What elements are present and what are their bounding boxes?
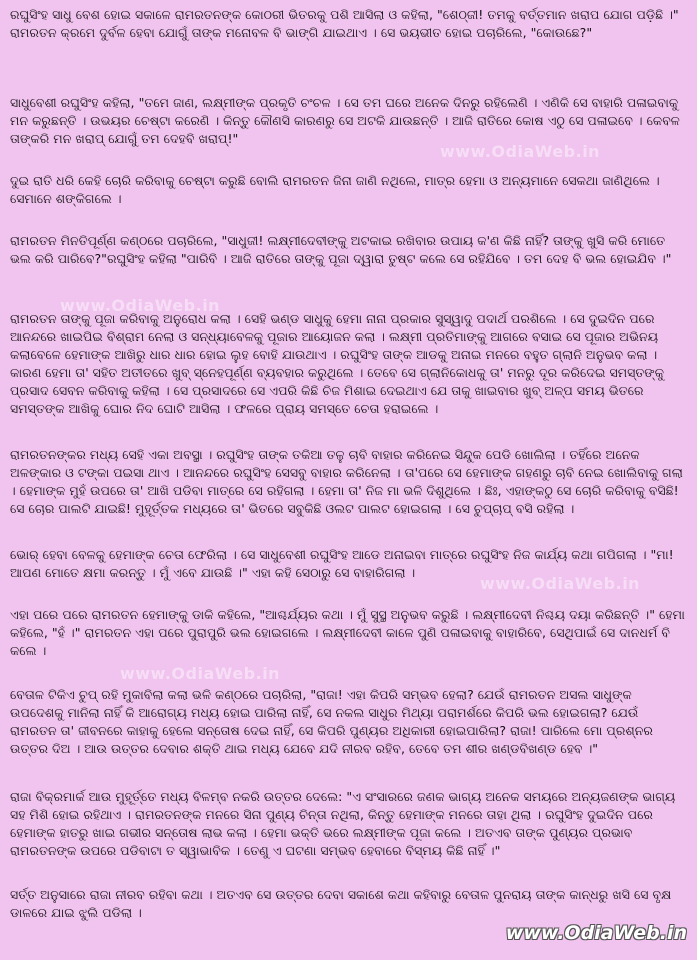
paragraph-2: ସାଧୁବେଶୀ ରଘୁସିଂହ କହିଲା, "ତମେ ଜାଣ, ଲକ୍ଷ୍ମୀଙ୍କ ପ୍ରକୃତି ଚଂଚଳ । ସେ ତମ ଘରେ ଅନେକ ଦିନରୁ ରହିଲେଣି । ଏଣିକି ସେ ବାହାରି ପଳାଇବାକୁ ମନ କରୁଛନ୍ତି । ଉଭୟର ଚେଷ୍ଟା କରେଣି । କିନ୍ତୁ କୌଣସି କାରଣରୁ ସେ ଅଟକି ଯାଉଛନ୍ତି । ଆଜି ରାତିରେ କୋଷ ଏଠୁ ସେ ପଳାଇବେ । କେବଳ ତାଙ୍କରି ମନ ଖରାପ୍ ଯୋଗୁଁ ତମ ଦେହବି ଖରାପ୍!" xyxy=(10,95,680,146)
watermark: www.OdiaWeb.in xyxy=(480,574,641,593)
paragraph-11: ସର୍ତ୍ତ ଅନୁସାରେ ରାଜା ନୀରବ ରହିବା କଥା । ଅତଏବ ସେ ଉତ୍ତର ଦେବା ସକାଶେ କଥା କହିବାରୁ ବେତାଳ ପୁନରାୟ ତାଙ୍କ କାନ୍ଧରୁ ଖସି ସେ ବୃକ୍ଷ ଡାଳରେ ଯାଇ ଝୁଲି ପଡିଲା । xyxy=(10,887,672,920)
paragraph-3: ଦୁଇ ରାତି ଧରି କେହି ଚୋରି କରିବାକୁ ଚେଷ୍ଟା କରୁଛି ବୋଲି ରାମରତନ ଜିନା ଜାଣି ନଥିଲେ, ମାତ୍ର ହେମା ଓ ଅନ୍ୟମାନେ ସେକଥା ଜାଣିଥିଲେ । ସେମାନେ ଶଙ୍କିଗଲେ । xyxy=(10,173,660,206)
paragraph-5: ରାମରତନ ତାଙ୍କୁ ପୂଜା କରିବାକୁ ଅନୁରୋଧ କଲା । ସେହି ଭଣ୍ଡ ସାଧୁକୁ ହେମା ନାନା ପ୍ରକାର ସୁସ୍ୱାଦୁ ପଦାର୍ଥ ପରଶିଲେ । ସେ ଦୁଇଦିନ ପରେ ଆନନ୍ଦରେ ଖାଇପିଇ ବିଶ୍ରାମ ନେଲା ଓ ସନ୍ଧ୍ୟାବେଳକୁ ପୂଜାର ଆୟୋଜନ କଲା । ଲକ୍ଷ୍ମୀ ପ୍ରତିମାଙ୍କୁ ଆଗରେ ବସାଇ ସେ ପୂଜାର ଅଭିନୟ କଲାବେଳେ ହେମାଙ୍କ ଆଖିରୁ ଧାର ଧାର ହୋଇ ଲୁହ ବୋହି ଯାଉଥାଏ । ରଘୁସିଂହ ତାଙ୍କ ଆଡକୁ ଅନାଇ ମନରେ ବହୁତ ଗ୍ଲାନି ଅନୁଭବ କଲା । କାରଣ ହେମା ତା' ସହିତ ଅତୀତରେ ଖୁବ୍ ସ୍ନେହପୂର୍ଣ୍ଣ ବ୍ୟବହାର କରୁଥିଲେ । ତେବେ ସେ ଗ୍ଲାନିକୋଧକୁ ତା' ମନରୁ ଦୂର କରିଦେଇ ସମସ୍ତଙ୍କୁ ପ୍ରସାଦ ସେବନ କରିବାକୁ କହିଲା । ସେ ପ୍ରସାଦରେ ସେ ଏପରି କିଛି ଚିଜ ମିଶାଇ ଦେଇଥାଏ ଯେ ତାକୁ ଖାଇବାର ଖୁବ୍ ଅଳ୍ପ ସମୟ ଭିତରେ ସମସ୍ତଙ୍କ ଆଖିକୁ ଘୋର ନିଦ ଘୋଟି ଆସିଲା । ଫଳରେ ପ୍ରାୟ ସମସ୍ତେ ଚେତା ହରାଇଲେ । xyxy=(10,311,665,416)
site-logo-text: www.OdiaWeb.in xyxy=(505,922,687,944)
paragraph-9: ବେତାଳ ଟିକିଏ ଚୁପ୍ ରହି ମୁକାବିଲା କଲା ଭଳି କଣ୍ଠରେ ପଚାରିଲା, "ରାଜା! ଏହା କିପରି ସମ୍ଭବ ହେଲା? ଯେଉଁ ରାମରତନ ଅସଲ ସାଧୁଙ୍କ ଉପଦେଶକୁ ମାନିଲା ନାହିଁ କି ଆରୋଗ୍ୟ ମଧ୍ୟ ହୋଇ ପାରିଲା ନାହିଁ, ସେ ନକଲ ସାଧୁର ମିଥ୍ୟା ପରାମର୍ଶରେ କିପରି ଭଲ ହୋଇଗଲା? ଯେଉଁ ରାମରତନ ତା' ଜୀବନରେ କାହାକୁ ହେଲେ ସନ୍ତୋଷ ଦେଇ ନାହିଁ, ସେ କିପରି ପୁଣ୍ୟର ଅଧିକାରୀ ହୋଇପାରିଲା? ରାଜା! ପାରିଲେ ମୋ ପ୍ରଶ୍ନର ଉତ୍ତର ଦିଅ । ଆଉ ଉତ୍ତର ଦେବାର ଶକ୍ତି ଥାଇ ମଧ୍ୟ ଯେବେ ଯଦି ନୀରବ ରହିବ, ତେବେ ତମ ଶୀର ଖଣ୍ଡବିଖଣ୍ଡ ହେବ ।" xyxy=(10,687,653,756)
paragraph-1: ରଘୁସିଂହ ସାଧୁ ବେଶ ହୋଇ ସକାଳେ ରାମରତନଙ୍କ କୋଠରୀ ଭିତରକୁ ପଶି ଆସିଲା ଓ କହିଲା, "ଶେଠ୍‌ଜୀ! ତମକୁ ବର୍ତ୍ତମାନ ଖରାପ ଯୋଗ ପଡ଼ିଛି ।" ରାମରତନ କ୍ରମେ ଦୁର୍ବଳ ହେବା ଯୋଗୁଁ ତାଙ୍କ ମନୋବଳ ବି ଭାଙ୍ଗି ଯାଇଥାଏ । ସେ ଭୟଭୀତ ହୋଇ ପଚାରିଲେ, "କୋଉଛେ?" xyxy=(10,7,679,40)
paragraph-6: ରାମରତନଙ୍କର ମଧ୍ୟ ସେହି ଏକା ଅବସ୍ଥା । ରଘୁସିଂହ ତାଙ୍କ ତକିଆ ତଳୁ ଚାବି ବାହାର କରିନେଇ ସିନ୍ଦୁକ ପେଡି ଖୋଲିଲା । ତହିଁରେ ଅନେକ ଅଳଙ୍କାର ଓ ଟଙ୍କା ପଇସା ଥାଏ । ଆନନ୍ଦରେ ରଘୁସିଂହ ସେସବୁ ବାହାର କରିନେଲା । ତା'ପରେ ସେ ହେମାଙ୍କ ଗହଣରୁ ଚାବି ନେଇ ଖୋଲିବାକୁ ଗଲା । ହେମାଙ୍କ ମୁହଁ ଉପରେ ତା' ଆଖି ପଡିବା ମାତ୍ରେ ସେ ରହିଗଲା । ହେମା ତା' ନିଜ ମା ଭଳି ଦିଶୁଥିଲେ । ଛିଃ, ଏହାଙ୍କଠୁ ସେ ଚୋରି କରିବାକୁ ବସିଛି! ସେ ଚୋର ପାଲଟି ଯାଇଛି! ମୁହୂର୍ତ୍ତକ ମଧ୍ୟରେ ତା' ଭିତରେ ସବୁକିଛି ଓଲଟ ପାଲଟ ହୋଇଗଲା । ସେ ଚୁପ୍‌ଚାପ୍ ବସି ରହିଲା । xyxy=(10,447,683,516)
watermark: www.OdiaWeb.in xyxy=(60,296,221,315)
paragraph-4: ରାମରତନ ମିନତିପୂର୍ଣ୍ଣ କଣ୍ଠରେ ପଚାରିଲେ, "ସାଧୁଜୀ! ଲକ୍ଷ୍ମୀଦେବୀଙ୍କୁ ଅଟକାଇ ରଖିବାର ଉପାୟ କ'ଣ କିଛି ନାହିଁ? ତାଙ୍କୁ ଖୁସି କରି ମୋତେ ଭଲ କରି ପାରିବେ?"ରଘୁସିଂହ କହିଲା "ପାରିବି । ଆଜି ରାତିରେ ତାଙ୍କୁ ପୂଜା ଦ୍ୱାରା ତୁଷ୍ଟ କଲେ ସେ ରହିଯିବେ । ତମ ଦେହ ବି ଭଲ ହୋଇଯିବ ।" xyxy=(10,233,672,266)
paragraph-8: ଏହା ପରେ ପରେ ରାମରତନ ହେମାଙ୍କୁ ଡାକି କହିଲେ, "ଆଶ୍ଚର୍ଯ୍ୟର କଥା । ମୁଁ ସୁସ୍ଥ ଅନୁଭବ କରୁଛି । ଲକ୍ଷ୍ମୀଦେବୀ ନିଶ୍ଚୟ ଦୟା କରିଛନ୍ତି ।" ହେମା କହିଲେ, "ହଁ ।" ରାମରତନ ଏହା ପରେ ପୁରାପୁରି ଭଲ ହୋଇଗଲେ । ଲକ୍ଷ୍ମୀଦେବୀ କାଳେ ପୁଣି ପଳାଇବାକୁ ବାହାରିବେ, ସେଥିପାଇଁ ସେ ଦାନଧର୍ମ ବି କଲେ । xyxy=(10,607,685,658)
watermark: www.OdiaWeb.in xyxy=(120,664,281,683)
watermark: www.OdiaWeb.in xyxy=(440,142,601,161)
paragraph-7: ଭୋର୍ ହେବା ବେଳକୁ ହେମାଙ୍କ ଚେତା ଫେରିଲା । ସେ ସାଧୁବେଶୀ ରଘୁସିଂହ ଆଡେ ଅନାଇବା ମାତ୍ରେ ରଘୁସିଂହ ନିଜ କାର୍ଯ୍ୟ କଥା ଗପିଗଲା । "ମା! ଆପଣ ମୋତେ କ୍ଷମା କରନ୍ତୁ । ମୁଁ ଏବେ ଯାଉଛି ।" ଏହା କହି ସେଠାରୁ ସେ ବାହାରିଗଲା । xyxy=(10,547,674,580)
paragraph-10: ରାଜା ବିକ୍ରମାର୍କ ଆଉ ମୁହୂର୍ତ୍ତେ ମଧ୍ୟ ବିଳମ୍ବ ନକରି ଉତ୍ତର ଦେଲେ: "ଏ ସଂସାରରେ ଜଣକ ଭାଗ୍ୟ ଅନେକ ସମୟରେ ଅନ୍ୟଜଣଙ୍କ ଭାଗ୍ୟ ସହ ମିଶି ହୋଇ ରହିଥାଏ । ରାମରତନଙ୍କ ମନରେ ସିନା ପୁଣ୍ୟ ଚିନ୍ତା ନଥିଲା, କିନ୍ତୁ ହେମାଙ୍କ ମନରେ ତାହା ଥିଲା । ରଘୁସିଂହ ଦୁଇଦିନ ପରେ ହେମାଙ୍କ ହାତରୁ ଖାଇ ଗଭୀର ସନ୍ତୋଷ ଲାଭ କଲା । ହେମା ଭକ୍ତି ଭରେ ଲକ୍ଷ୍ମୀଙ୍କ ପୂଜା କଲେ । ଅତଏବ ତାଙ୍କ ପୁଣ୍ୟର ପ୍ରଭାବ ରାମରତନଙ୍କ ଉପରେ ପଡିବାଟା ତ ସ୍ୱାଭାବିକ । ତେଣୁ ଏ ଘଟଣା ସମ୍ଭବ ହେବାରେ ବିସ୍ମୟ କିଛି ନାହିଁ ।" xyxy=(10,789,676,858)
